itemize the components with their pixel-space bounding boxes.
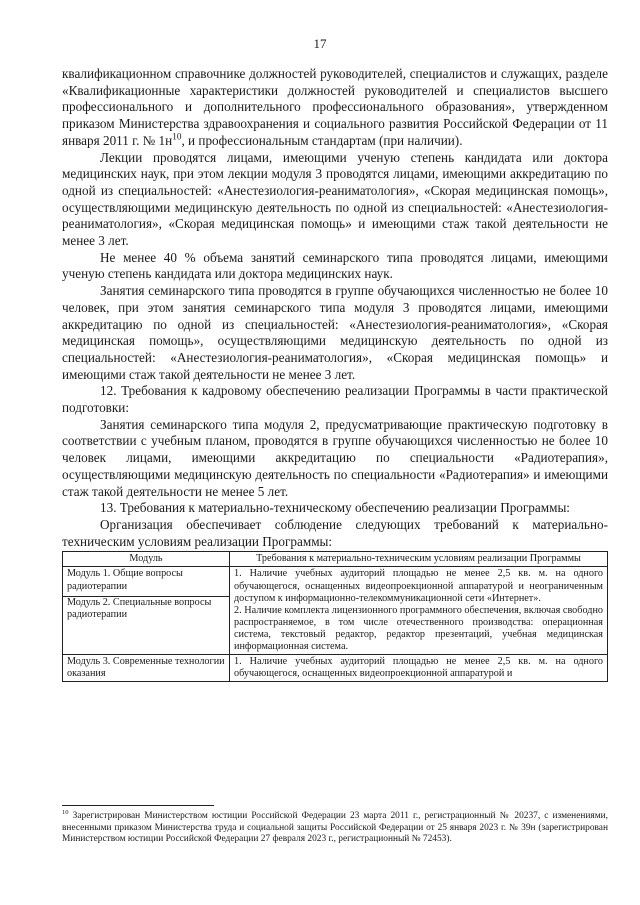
- module-2-label: Модуль 2. Специальные вопросы радиотерапии: [63, 596, 229, 621]
- footnote-marker: 10: [62, 808, 69, 816]
- module-cell: [63, 567, 230, 655]
- footnote-reference: 10: [172, 131, 182, 142]
- requirements-cell: [230, 567, 608, 655]
- header-module: Модуль: [63, 552, 230, 567]
- paragraph-5: 12. Требования к кадровому обеспечению реализации Программы в части практической подготовки:: [62, 383, 608, 416]
- paragraph-2: Лекции проводятся лицами, имеющими ученую степень кандидата или доктора медицинских наук, при этом лекции модуля 3 проводятся лицами, имеющими аккредитацию по одной из специальностей: «Анестезиология-реаниматология», «Скорая медицинская помощь», осуществляющими медицинскую деятельность по одной из специальностей: «Анестезиология-реаниматология», «Скорая медицинская помощь» и имеющими стаж такой деятельности не менее 3 лет.: [62, 149, 608, 249]
- paragraph-1-text: квалификационном справочнике должностей руководителей, специалистов и служащих, разделе «Квалификационные характеристики должностей руководителей и специалистов высшего профессионального и дополнительного профессионального образования», утвержденном приказом Министерства здравоохранения и социального развития Российской Федерации от 11 января 2011 г. № 1н: [62, 66, 608, 148]
- footnote: [62, 808, 608, 846]
- table-header-row: [63, 552, 608, 567]
- paragraph-6: Занятия семинарского типа модуля 2, предусматривающие практическую подготовку в соответствии с учебным планом, проводятся в группе обучающихся численностью не более 10 человек лицами, имеющими аккредитацию по специальности «Радиотерапия», осуществляющими медицинскую деятельность по специальности «Радиотерапия» и имеющими стаж такой деятельности не менее 5 лет.: [62, 416, 608, 499]
- paragraph-1: [62, 66, 608, 150]
- paragraph-1-tail: , и профессиональным стандартам (при наличии).: [181, 132, 463, 148]
- requirements-table: [62, 551, 608, 682]
- paragraph-8: Организация обеспечивает соблюдение следующих требований к материально-техническим условиям реализации Программы:: [62, 516, 608, 549]
- requirement-2: 2. Наличие комплекта лицензионного программного обеспечения, включая свободно распространяемое, в том числе отечественного производства: операционная система, текстовый редактор, редактор презентаций, учебная медицинская информационная система.: [234, 604, 603, 653]
- footnote-divider: [62, 805, 214, 806]
- module-3-requirement: 1. Наличие учебных аудиторий площадью не менее 2,5 кв. м. на одного обучающегося, оснащенных видеопроекционной аппаратурой и: [230, 655, 608, 682]
- footnote-text: Зарегистрирован Министерством юстиции Российской Федерации 23 марта 2011 г., регистрационный № 20237, с изменениями, внесенными приказом Министерства труда и социальной защиты Российской Федерации от 25 января 2023 г. № 39н (зарегистрирован Министерством юстиции Российской Федерации 27 февраля 2023 г., регистрационный № 72453).: [62, 811, 608, 845]
- paragraph-4: Занятия семинарского типа проводятся в группе обучающихся численностью не более 10 человек, при этом занятия семинарского типа модуля 3 проводятся лицами, имеющими аккредитацию по одной из специальностей: «Анестезиология-реаниматология», «Скорая медицинская помощь», осуществляющими медицинскую деятельность по одной из специальностей: «Анестезиология-реаниматология», «Скорая медицинская помощь» и имеющими стаж такой деятельности не менее 3 лет.: [62, 283, 608, 382]
- requirement-1: 1. Наличие учебных аудиторий площадью не менее 2,5 кв. м. на одного обучающегося, оснащенных видеопроекционной аппаратурой и неограниченным доступом к информационно-телекоммуникационной сети «Интернет».: [234, 568, 603, 604]
- module-1-label: Модуль 1. Общие вопросы радиотерапии: [67, 568, 183, 592]
- paragraph-3: Не менее 40 % объема занятий семинарского типа проводятся лицами, имеющими ученую степень кандидата или доктора медицинских наук.: [62, 249, 608, 282]
- module-3-label: Модуль 3. Современные технологии оказания: [63, 655, 230, 682]
- body-text: [62, 66, 608, 682]
- paragraph-7: 13. Требования к материально-техническому обеспечению реализации Программы:: [100, 500, 570, 516]
- table-row: [63, 567, 608, 655]
- header-requirements: Требования к материально-техническим условиям реализации Программы: [230, 552, 608, 567]
- table-row: [63, 655, 608, 682]
- page-number: 17: [313, 36, 327, 51]
